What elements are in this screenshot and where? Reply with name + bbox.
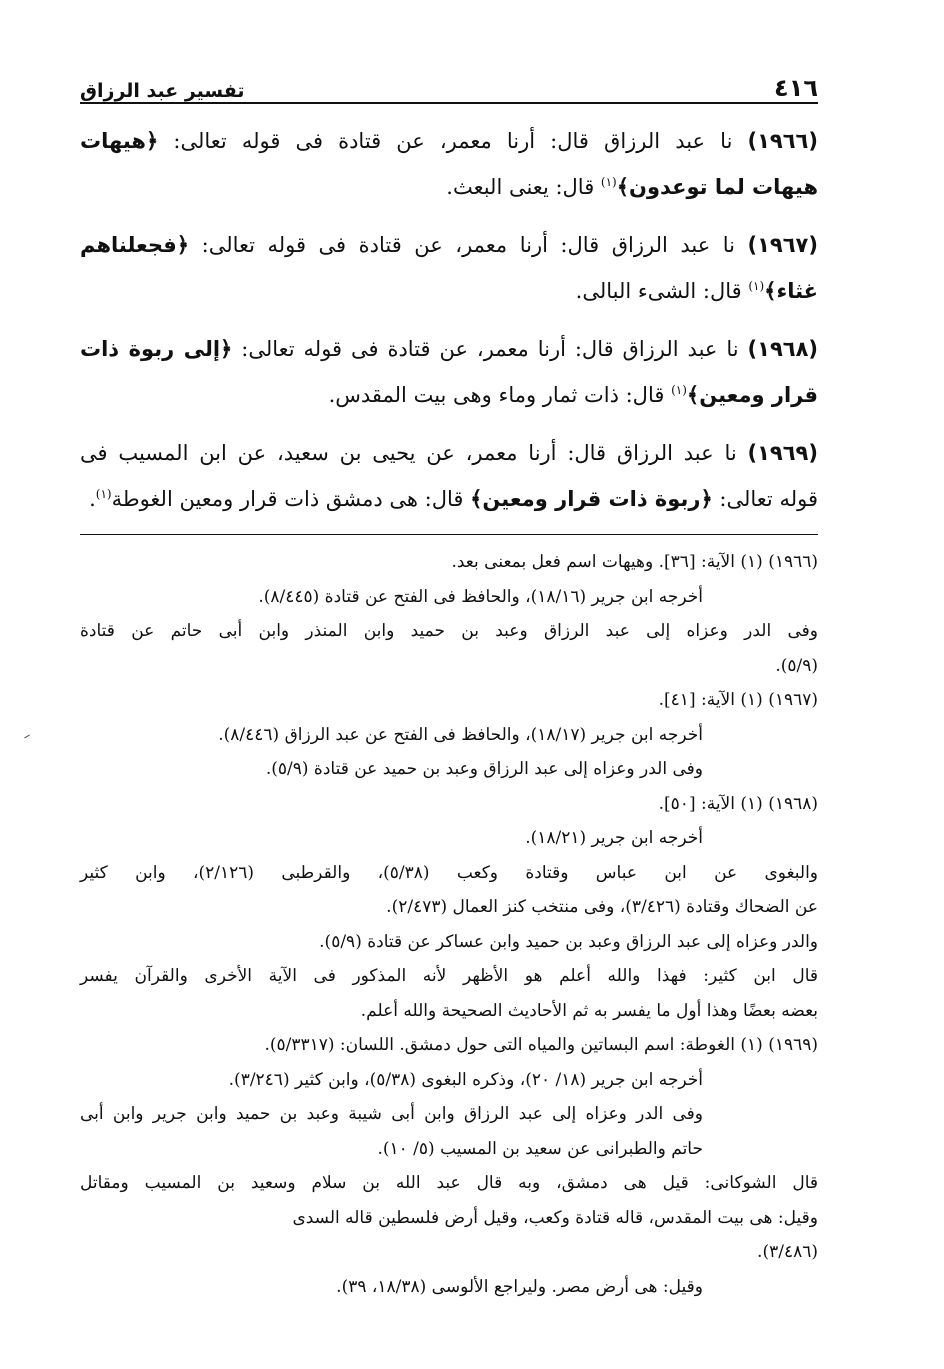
scan-mark <box>24 735 30 739</box>
footnote-line: أخرجه ابن جرير (١٨/١٦)، والحافظ فى الفتح عن قتادة (٨/٤٤٥). <box>258 586 703 607</box>
footnote-ref: (١) <box>671 383 687 397</box>
footnotes <box>80 545 818 1304</box>
footnote-line: (١٩٦٨) (١) الآية: [٥٠]. <box>658 793 818 814</box>
footnote-line: وفى الدر وعزاه إلى عبد الرزاق وعبد بن حميد عن قتادة (٥/٩). <box>265 759 703 779</box>
footnote-line: (٣/٤٨٦). <box>757 1242 818 1262</box>
entry-text: قوله تعالى: <box>712 487 818 511</box>
footnote-line: أخرجه ابن جرير (١٨/٢١). <box>525 828 703 848</box>
entry-text: قال: يعنى البعث. <box>446 175 601 199</box>
entry-text: نا عبد الرزاق قال: أرنا معمر، عن قتادة فى قوله تعالى: <box>189 233 748 257</box>
running-title: تفسير عبد الرزاق <box>80 80 245 102</box>
quran-quote: ﴿ربوة ذات قرار ومعين﴾ <box>470 487 713 511</box>
entry-text: نا عبد الرزاق قال: أرنا معمر، عن قتادة فى قوله تعالى: <box>232 337 748 361</box>
footnote-line: حاتم والطبرانى عن سعيد بن المسيب (٥/ ١٠). <box>377 1138 703 1159</box>
main-text <box>80 118 818 522</box>
footnote-ref: (١) <box>748 279 765 293</box>
entry-line <box>80 222 818 268</box>
entry-number: (١٩٦٨) <box>747 337 819 361</box>
entry-number: (١٩٦٩) <box>747 441 818 465</box>
entry-text: نا عبد الرزاق قال: أرنا معمر، عن قتادة فى قوله تعالى: <box>158 129 748 153</box>
entry-1968 <box>80 326 818 418</box>
entry-line <box>80 430 818 476</box>
entry-1967 <box>80 222 818 314</box>
footnote-line: (١٩٦٦) (١) الآية: [٣٦]. وهيهات اسم فعل بمعنى بعد. <box>451 552 818 572</box>
footnote-line: (٥/٩). <box>775 655 818 676</box>
footnote-line: بعضه بعضًا وهذا أول ما يفسر به ثم الأحاديث الصحيحة والله أعلم. <box>360 1000 818 1021</box>
entry-line <box>80 476 818 522</box>
quran-quote: ﴿إلى ربوة ذات <box>80 337 233 361</box>
footnote-divider <box>80 534 818 535</box>
entry-line <box>80 372 818 418</box>
quran-quote: قرار ومعين﴾ <box>686 383 818 407</box>
entry-line <box>80 164 818 210</box>
book-page <box>80 58 818 1304</box>
entry-line <box>80 118 818 164</box>
entry-number: (١٩٦٦) <box>747 129 818 153</box>
footnote-line: والدر وعزاه إلى عبد الرزاق وعبد بن حميد وابن عساكر عن قتادة (٥/٩). <box>319 931 818 952</box>
page-number: ٤١٦ <box>774 74 818 102</box>
quran-quote: ﴿هيهات <box>80 129 159 153</box>
footnote-line: أخرجه ابن جرير (١٨/ ٢٠)، وذكره البغوى (٥/٣٨)، وابن كثير (٣/٢٤٦). <box>228 1069 703 1090</box>
footnote-line: قال الشوكانى: قيل هى دمشق، وبه قال عبد الله بن سلام وسعيد بن المسيب ومقاتل <box>80 1173 818 1193</box>
footnote-line: (١٩٦٧) (١) الآية: [٤١]. <box>658 690 818 710</box>
quran-quote: غثاء﴾ <box>764 279 818 303</box>
entry-1969 <box>80 430 818 522</box>
entry-text: . <box>89 487 96 511</box>
footnote-ref: (١) <box>600 175 617 189</box>
page-header <box>80 58 818 104</box>
entry-text: قال: الشىء البالى. <box>575 279 749 303</box>
footnote-line: أخرجه ابن جرير (١٨/١٧)، والحافظ فى الفتح عن عبد الرزاق (٨/٤٤٦). <box>218 724 703 745</box>
footnote-line: قال ابن كثير: فهذا والله أعلم هو الأظهر لأنه المذكور فى الآية الأخرى والقرآن يفسر <box>80 966 818 986</box>
footnote-line: وفى الدر وعزاه إلى عبد الرزاق وعبد بن حميد وابن المنذر وابن أبى حاتم عن قتادة <box>80 621 818 641</box>
quran-quote: ﴿فجعلناهم <box>80 233 190 257</box>
footnote-line: وقيل: هى بيت المقدس، قاله قتادة وكعب، وقيل أرض فلسطين قاله السدى <box>292 1207 818 1228</box>
entry-text: نا عبد الرزاق قال: أرنا معمر، عن يحيى بن سعيد، عن ابن المسيب فى <box>80 441 748 465</box>
footnote-line: عن الضحاك وقتادة (٣/٤٢٦)، وفى منتخب كنز العمال (٢/٤٧٣). <box>386 897 818 917</box>
entry-number: (١٩٦٧) <box>747 233 818 257</box>
footnote-line: والبغوى عن ابن عباس وقتادة وكعب (٥/٣٨)، والقرطبى (٢/١٢٦)، وابن كثير <box>80 862 819 883</box>
footnote-line: (١٩٦٩) (١) الغوطة: اسم البساتين والمياه التى حول دمشق. اللسان: (٥/٣٣١٧). <box>264 1035 818 1055</box>
entry-1966 <box>80 118 818 210</box>
footnote-ref: (١) <box>95 487 112 501</box>
footnote-line: وفى الدر وعزاه إلى عبد الرزاق وابن أبى شيبة وعبد بن حميد وابن جرير وابن أبى <box>80 1104 703 1124</box>
entry-text: قال: ذات ثمار وماء وهى بيت المقدس. <box>328 383 672 407</box>
entry-text: قال: هى دمشق ذات قرار ومعين الغوطة <box>111 487 471 511</box>
footnote-line: وقيل: هى أرض مصر. وليراجع الألوسى (١٨/٣٨، ٣٩). <box>336 1276 703 1297</box>
quran-quote: هيهات لما توعدون﴾ <box>616 175 818 199</box>
entry-line <box>80 326 818 372</box>
entry-line <box>80 268 818 314</box>
